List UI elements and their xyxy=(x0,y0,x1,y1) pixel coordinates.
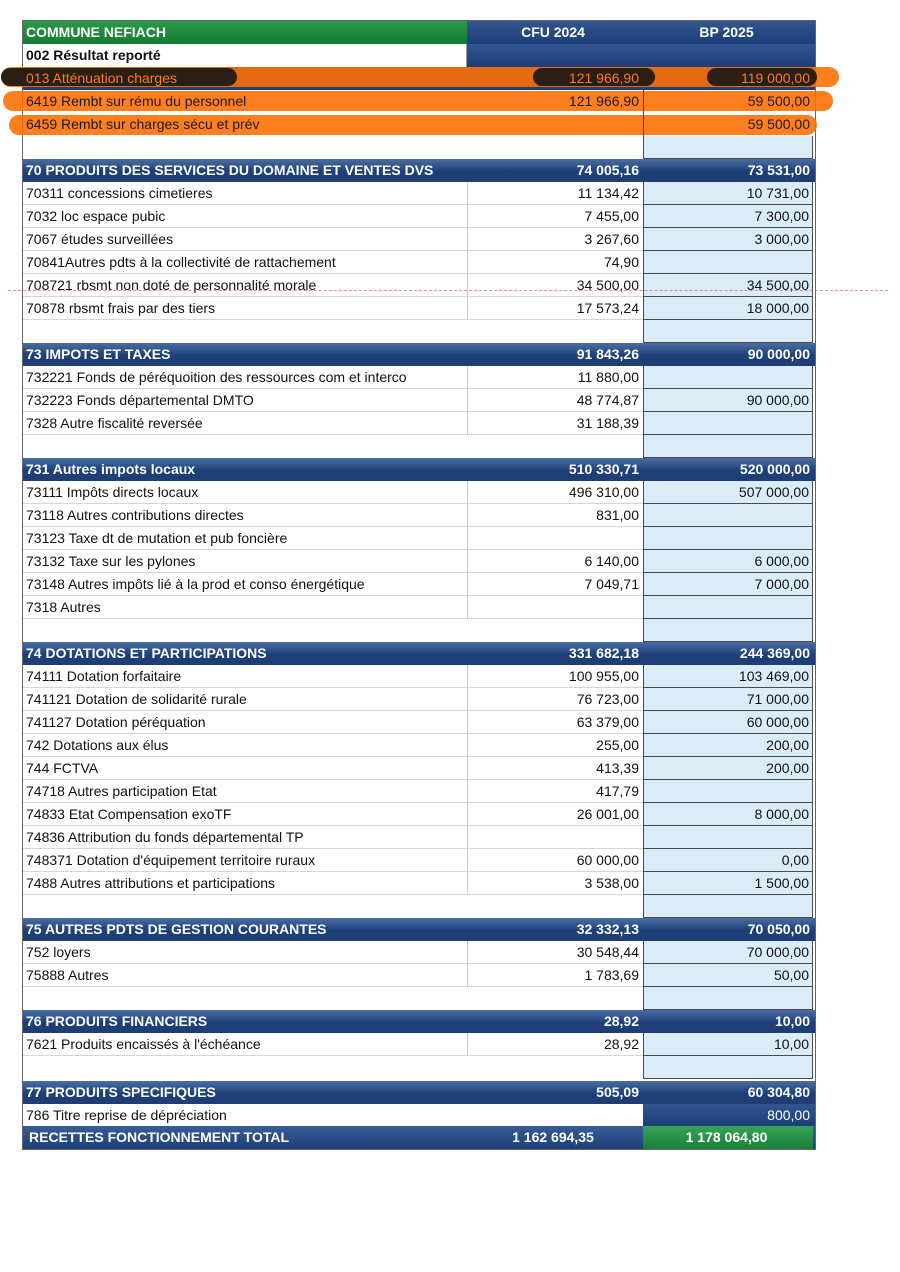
item-label: 741127 Dotation péréquation xyxy=(23,711,467,734)
column-header-bp-2025: BP 2025 xyxy=(699,24,754,40)
attenuation-bp: 119 000,00 xyxy=(740,70,810,86)
table-row xyxy=(23,366,815,389)
item-bp: 7 000,00 xyxy=(643,573,813,596)
scan-artifact-line xyxy=(8,290,888,291)
item-label: 7621 Produits encaissés à l'échéance xyxy=(23,1033,467,1056)
total-row xyxy=(23,1126,815,1149)
item-bp xyxy=(643,780,813,803)
blank-cell xyxy=(643,136,813,159)
item-cfu: 417,79 xyxy=(467,780,643,803)
section-bp: 520 000,00 xyxy=(739,461,810,477)
table-row xyxy=(23,412,815,435)
item-cfu: 26 001,00 xyxy=(467,803,643,826)
column-header-cfu-2024: CFU 2024 xyxy=(521,24,585,40)
section-label: 73 IMPOTS ET TAXES xyxy=(23,343,467,366)
table-row xyxy=(23,1033,815,1056)
table-row xyxy=(23,297,815,320)
item-bp: 103 469,00 xyxy=(643,665,813,688)
item-label: 732223 Fonds départemental DMTO xyxy=(23,389,467,412)
item-label: 7032 loc espace pubic xyxy=(23,205,467,228)
blank-row xyxy=(23,895,815,918)
item-cfu: 121 966,90 xyxy=(568,93,639,109)
item-cfu xyxy=(467,826,643,849)
total-bp: 1 178 064,80 xyxy=(643,1126,813,1149)
attenuation-item-row xyxy=(23,113,815,136)
item-label: 708721 rbsmt non doté de personnalité morale xyxy=(23,274,467,297)
section-label: 77 PRODUITS SPECIFIQUES xyxy=(23,1081,467,1104)
commune-name: COMMUNE NEFIACH xyxy=(23,21,467,44)
table-row xyxy=(23,274,815,297)
section-label: 74 DOTATIONS ET PARTICIPATIONS xyxy=(23,642,467,665)
item-label: 73118 Autres contributions directes xyxy=(23,504,467,527)
section-bp: 70 050,00 xyxy=(747,921,810,937)
item-cfu: 63 379,00 xyxy=(467,711,643,734)
table-row xyxy=(23,573,815,596)
item-bp: 71 000,00 xyxy=(643,688,813,711)
item-cfu: 34 500,00 xyxy=(467,274,643,297)
item-bp: 507 000,00 xyxy=(643,481,813,504)
item-cfu: 30 548,44 xyxy=(467,941,643,964)
item-bp: 59 500,00 xyxy=(643,113,813,136)
table-row xyxy=(23,527,815,550)
table-row xyxy=(23,734,815,757)
item-label: 70841Autres pdts à la collectivité de rattachement xyxy=(23,251,467,274)
item-label: 74111 Dotation forfaitaire xyxy=(23,665,467,688)
item-bp: 8 000,00 xyxy=(643,803,813,826)
section-cfu: 505,09 xyxy=(596,1084,639,1100)
item-bp xyxy=(643,596,813,619)
item-bp xyxy=(643,504,813,527)
table-row xyxy=(23,872,815,895)
section-row xyxy=(23,458,815,481)
blank-row xyxy=(23,1056,815,1079)
blank-row xyxy=(23,619,815,642)
item-bp: 60 000,00 xyxy=(643,711,813,734)
table-row xyxy=(23,826,815,849)
item-cfu: 3 267,60 xyxy=(467,228,643,251)
item-cfu: 1 783,69 xyxy=(467,964,643,987)
table-row xyxy=(23,780,815,803)
table-row xyxy=(23,711,815,734)
item-label: 74836 Attribution du fonds départemental TP xyxy=(23,826,467,849)
item-cfu: 831,00 xyxy=(467,504,643,527)
section-row xyxy=(23,1081,815,1104)
item-label: 752 loyers xyxy=(23,941,467,964)
item-cfu: 7 049,71 xyxy=(467,573,643,596)
item-bp: 3 000,00 xyxy=(643,228,813,251)
item-label: 732221 Fonds de péréquoition des ressources com et interco xyxy=(23,366,467,389)
attenuation-row xyxy=(23,67,815,90)
section-bp: 73 531,00 xyxy=(747,162,810,178)
section-cfu: 74 005,16 xyxy=(576,162,639,178)
item-cfu xyxy=(467,113,643,136)
item-cfu: 255,00 xyxy=(467,734,643,757)
section-label: 731 Autres impots locaux xyxy=(23,458,467,481)
table-row xyxy=(23,389,815,412)
item-cfu: 28,92 xyxy=(467,1033,643,1056)
item-bp xyxy=(643,826,813,849)
item-bp: 70 000,00 xyxy=(643,941,813,964)
table-row xyxy=(23,481,815,504)
item-bp: 0,00 xyxy=(643,849,813,872)
section-cfu: 91 843,26 xyxy=(576,346,639,362)
table-row xyxy=(23,941,815,964)
item-label: 73123 Taxe dt de mutation et pub foncière xyxy=(23,527,467,550)
item-label: 748371 Dotation d'équipement territoire ruraux xyxy=(23,849,467,872)
item-bp xyxy=(643,251,813,274)
table-row xyxy=(23,964,815,987)
table-row xyxy=(23,849,815,872)
item-bp: 800,00 xyxy=(767,1107,810,1123)
blank-row xyxy=(23,320,815,343)
table-row xyxy=(23,504,815,527)
item-cfu xyxy=(467,596,643,619)
section-label: 70 PRODUITS DES SERVICES DU DOMAINE ET VENTES DVS xyxy=(23,159,467,182)
attenuation-item-row xyxy=(23,90,815,113)
section-row xyxy=(23,343,815,366)
item-label: 7328 Autre fiscalité reversée xyxy=(23,412,467,435)
item-bp: 10 731,00 xyxy=(643,182,813,205)
section-row xyxy=(23,159,815,182)
section-bp: 244 369,00 xyxy=(739,645,810,661)
item-label: 73148 Autres impôts lié à la prod et conso énergétique xyxy=(23,573,467,596)
item-label: 73132 Taxe sur les pylones xyxy=(23,550,467,573)
item-label: 742 Dotations aux élus xyxy=(23,734,467,757)
attenuation-cfu: 121 966,90 xyxy=(568,70,639,86)
section-cfu: 510 330,71 xyxy=(568,461,639,477)
item-bp xyxy=(643,527,813,550)
section-bp: 10,00 xyxy=(774,1013,810,1029)
item-label: 7488 Autres attributions et participations xyxy=(23,872,467,895)
item-label: 741121 Dotation de solidarité rurale xyxy=(23,688,467,711)
table-row xyxy=(23,688,815,711)
item-bp: 7 300,00 xyxy=(643,205,813,228)
table-row xyxy=(23,757,815,780)
table-row xyxy=(23,665,815,688)
section-cfu: 331 682,18 xyxy=(568,645,639,661)
item-label: 75888 Autres xyxy=(23,964,467,987)
item-label: 70878 rbsmt frais par des tiers xyxy=(23,297,467,320)
item-bp: 10,00 xyxy=(643,1033,813,1056)
section-bp: 60 304,80 xyxy=(747,1084,810,1100)
blank-cell xyxy=(643,619,813,642)
item-bp xyxy=(643,366,813,389)
item-cfu xyxy=(467,527,643,550)
item-cfu: 76 723,00 xyxy=(467,688,643,711)
item-cfu: 413,39 xyxy=(467,757,643,780)
item-cfu: 100 955,00 xyxy=(467,665,643,688)
table-row xyxy=(23,228,815,251)
item-cfu: 17 573,24 xyxy=(467,297,643,320)
item-label: 7318 Autres xyxy=(23,596,467,619)
item-label: 6459 Rembt sur charges sécu et prév xyxy=(26,116,260,132)
table-row xyxy=(23,803,815,826)
section-cfu: 28,92 xyxy=(603,1013,639,1029)
section-label: 75 AUTRES PDTS DE GESTION COURANTES xyxy=(23,918,467,941)
item-bp: 6 000,00 xyxy=(643,550,813,573)
attenuation-label: 013 Atténuation charges xyxy=(26,70,178,86)
item-cfu: 3 538,00 xyxy=(467,872,643,895)
table-row xyxy=(23,182,815,205)
item-label: 70311 concessions cimetieres xyxy=(23,182,467,205)
item-label: 786 Titre reprise de dépréciation xyxy=(23,1104,643,1126)
item-cfu: 60 000,00 xyxy=(467,849,643,872)
table-row xyxy=(23,550,815,573)
item-cfu: 31 188,39 xyxy=(467,412,643,435)
item-label: 744 FCTVA xyxy=(23,757,467,780)
section-label: 76 PRODUITS FINANCIERS xyxy=(23,1010,467,1033)
blank-row xyxy=(23,987,815,1010)
total-label: RECETTES FONCTIONNEMENT TOTAL xyxy=(29,1129,290,1145)
blank-cell xyxy=(643,987,813,1010)
table-row xyxy=(23,1104,815,1126)
blank-cell xyxy=(643,1056,813,1079)
item-bp: 1 500,00 xyxy=(643,872,813,895)
blank-row xyxy=(23,435,815,458)
section-cfu: 32 332,13 xyxy=(576,921,639,937)
blank-cell xyxy=(643,435,813,458)
item-bp: 50,00 xyxy=(643,964,813,987)
item-cfu: 74,90 xyxy=(467,251,643,274)
item-label: 73111 Impôts directs locaux xyxy=(23,481,467,504)
item-cfu: 48 774,87 xyxy=(467,389,643,412)
item-cfu: 6 140,00 xyxy=(467,550,643,573)
table-row xyxy=(23,205,815,228)
table-row xyxy=(23,596,815,619)
item-label: 7067 études surveillées xyxy=(23,228,467,251)
item-bp: 200,00 xyxy=(643,734,813,757)
item-cfu: 7 455,00 xyxy=(467,205,643,228)
report-row xyxy=(23,44,815,67)
table-header xyxy=(23,21,815,44)
total-cfu: 1 162 694,35 xyxy=(512,1129,594,1145)
item-bp: 90 000,00 xyxy=(643,389,813,412)
blank-row xyxy=(23,136,815,159)
budget-table xyxy=(22,20,816,1150)
item-cfu: 11 880,00 xyxy=(467,366,643,389)
section-row xyxy=(23,1010,815,1033)
item-bp xyxy=(643,412,813,435)
section-bp: 90 000,00 xyxy=(747,346,810,362)
item-cfu: 496 310,00 xyxy=(467,481,643,504)
table-row xyxy=(23,251,815,274)
item-cfu: 11 134,42 xyxy=(467,182,643,205)
section-row xyxy=(23,918,815,941)
blank-cell xyxy=(643,320,813,343)
item-label: 74833 Etat Compensation exoTF xyxy=(23,803,467,826)
report-label: 002 Résultat reporté xyxy=(23,44,467,67)
item-bp: 34 500,00 xyxy=(643,274,813,297)
item-label: 6419 Rembt sur rému du personnel xyxy=(26,93,247,109)
item-label: 74718 Autres participation Etat xyxy=(23,780,467,803)
blank-cell xyxy=(643,895,813,918)
item-bp: 18 000,00 xyxy=(643,297,813,320)
section-row xyxy=(23,642,815,665)
item-bp: 59 500,00 xyxy=(643,90,813,113)
item-bp: 200,00 xyxy=(643,757,813,780)
